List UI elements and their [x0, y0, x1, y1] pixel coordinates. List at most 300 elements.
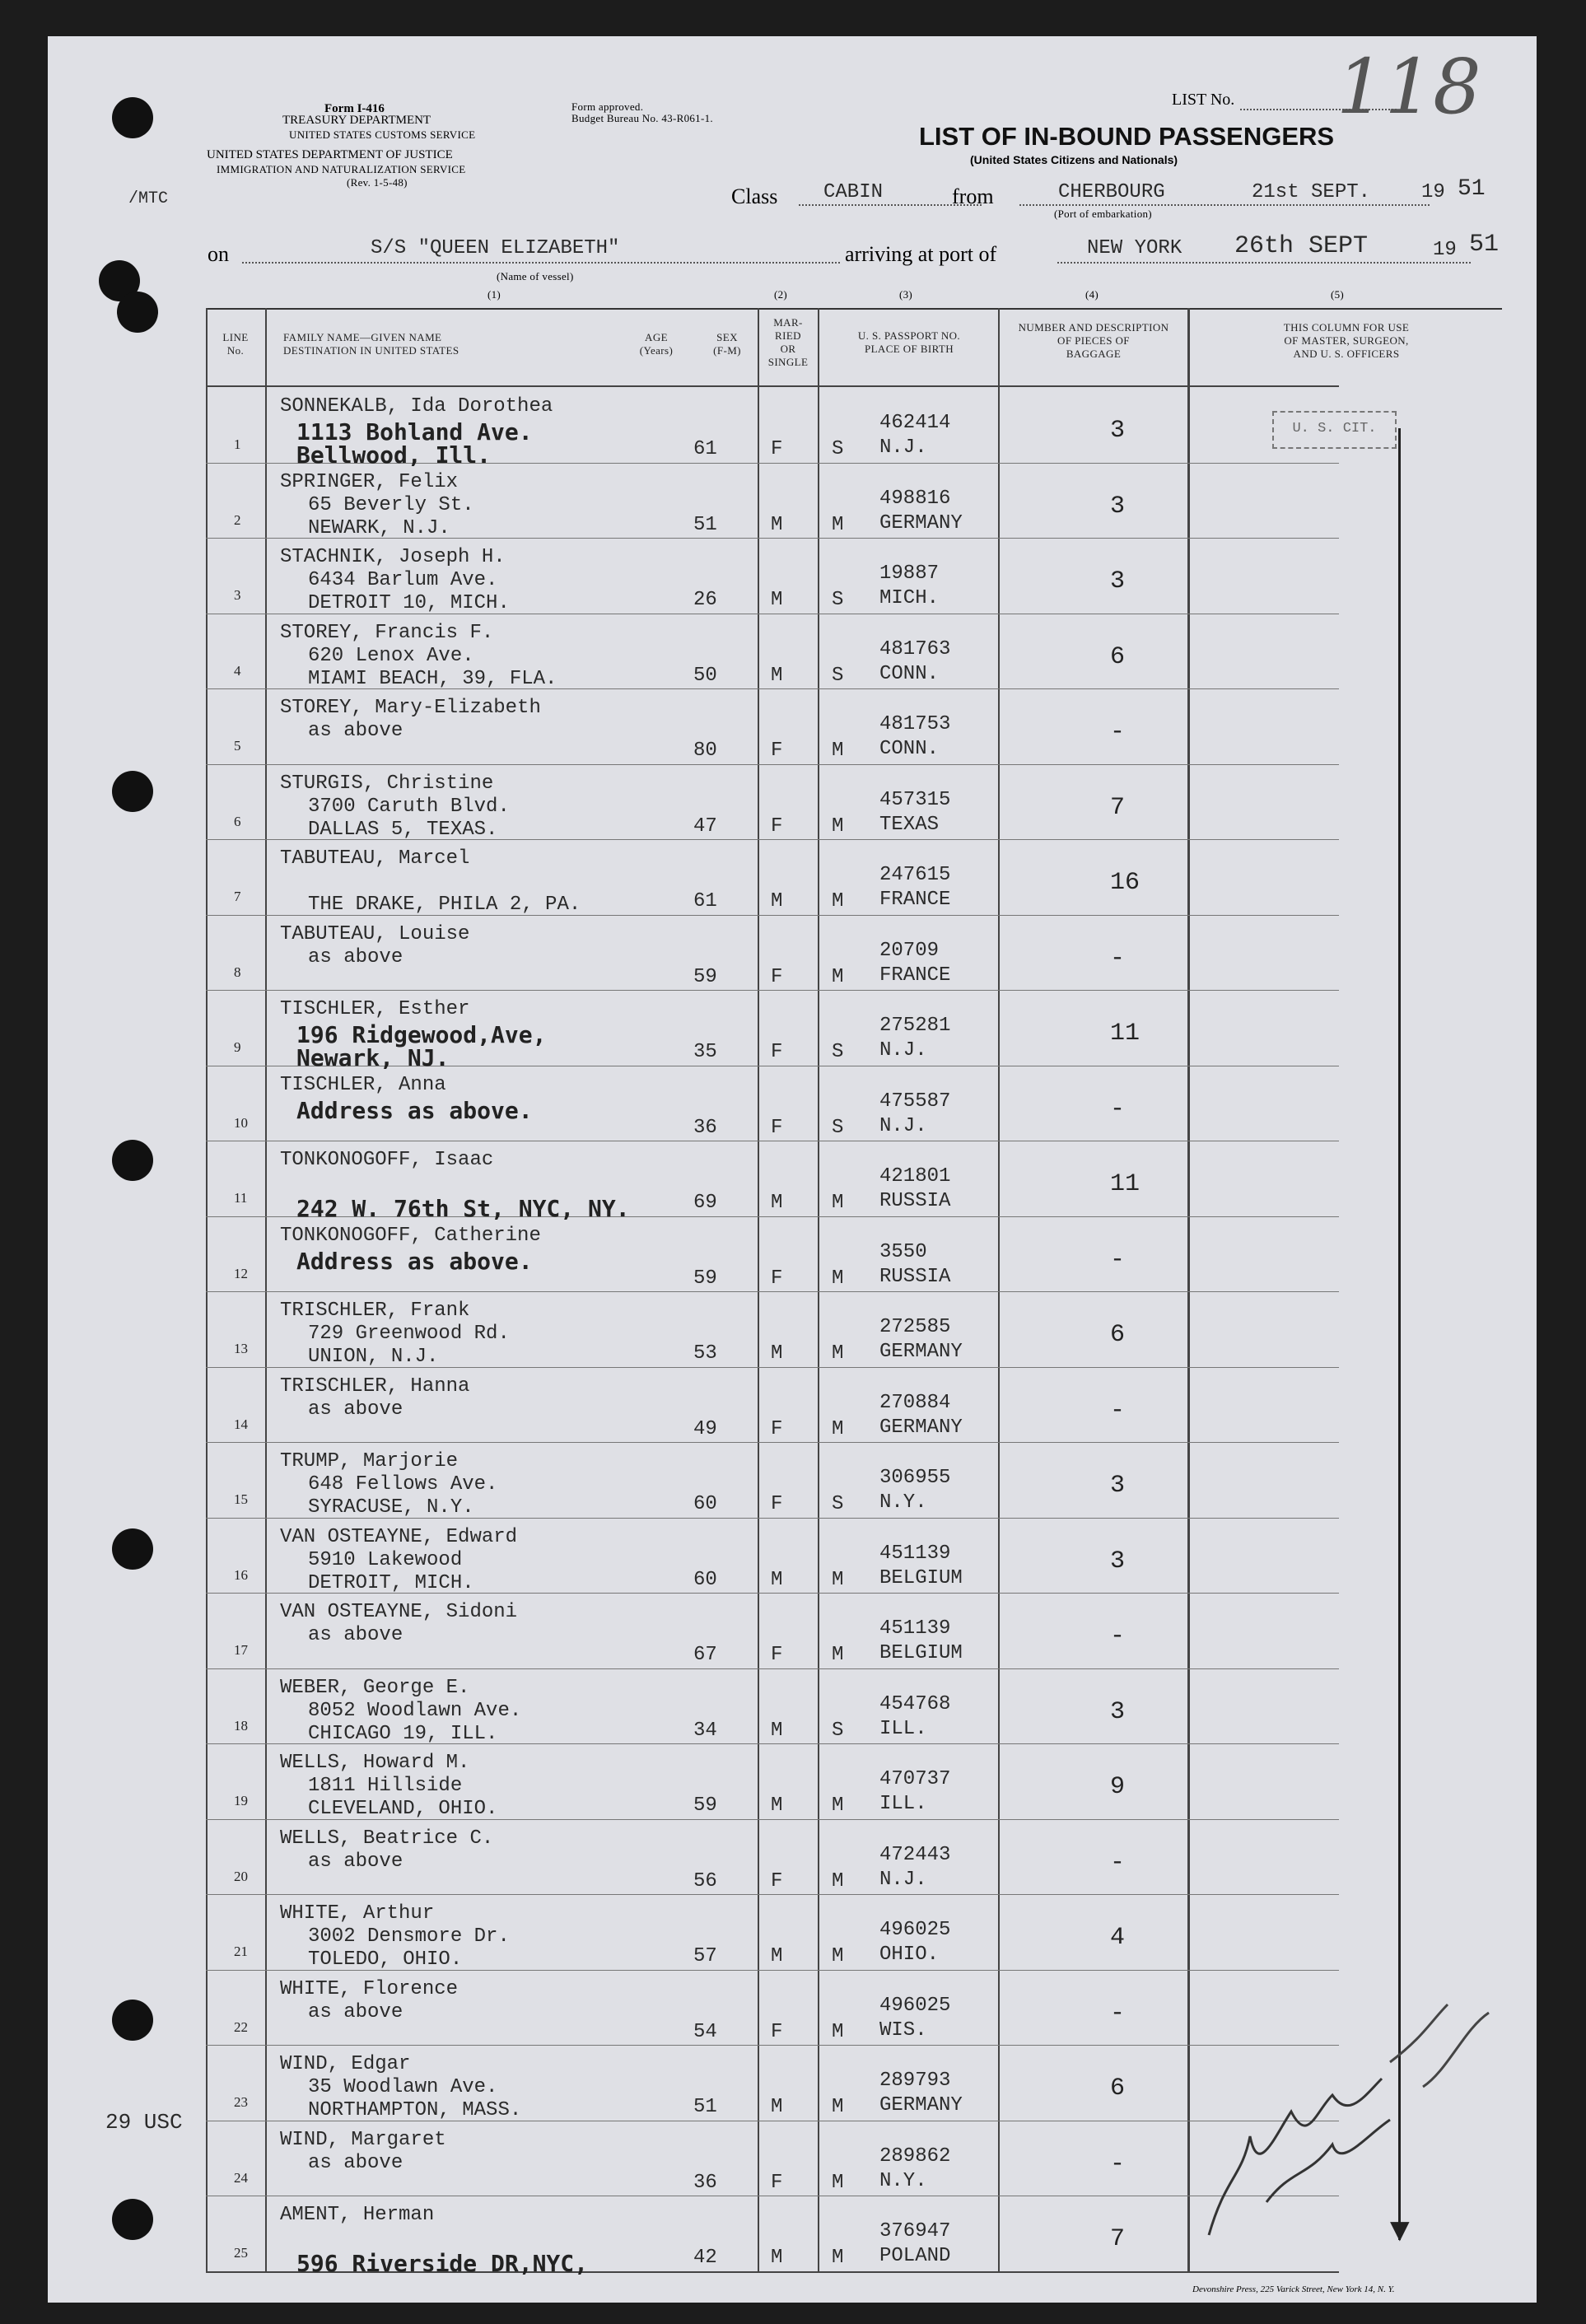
passenger-name: WIND, Margaret: [280, 2128, 446, 2151]
place-of-birth: CONN.: [879, 662, 940, 685]
line-number: 1: [234, 436, 241, 452]
passport-number: 3550: [879, 1240, 927, 1263]
table-row: [206, 1442, 1339, 1443]
line-number: 9: [234, 1039, 241, 1055]
col-rule: [206, 308, 208, 2271]
sex: F: [771, 1869, 783, 1892]
baggage-count: 6: [1110, 1321, 1126, 1349]
marital-status: M: [832, 1417, 844, 1440]
age: 53: [693, 1342, 717, 1365]
age: 61: [693, 890, 717, 912]
arrow-tip: ▼: [1383, 2211, 1416, 2248]
form-approved: Form approved.: [571, 100, 644, 113]
age: 80: [693, 740, 717, 762]
passport-number: 451139: [879, 1617, 951, 1640]
destination-address: CLEVELAND, OHIO.: [308, 1798, 498, 1820]
passenger-name: SONNEKALB, Ida Dorothea: [280, 395, 553, 418]
destination-address: 35 Woodlawn Ave.: [308, 2076, 498, 2098]
line-number: 24: [234, 2169, 248, 2186]
hdr-line-no: LINE No.: [222, 331, 249, 357]
destination-address: 196 Ridgewood,Ave,: [296, 1021, 547, 1048]
passenger-name: STOREY, Francis F.: [280, 621, 494, 644]
margin-code: 29 USC: [105, 2110, 183, 2135]
place-of-birth: ILL.: [879, 1793, 927, 1815]
marital-status: M: [832, 2247, 844, 2269]
baggage-count: 3: [1110, 492, 1126, 520]
age: 47: [693, 814, 717, 838]
sex: M: [771, 2247, 783, 2269]
col-num-5: (5): [1331, 288, 1345, 301]
destination-address: 5910 Lakewood: [308, 1548, 463, 1571]
marital-status: M: [832, 513, 844, 536]
baggage-count: 3: [1110, 1472, 1126, 1500]
passport-number: 247615: [879, 864, 951, 886]
destination-address: as above: [308, 2000, 403, 2023]
line-number: 10: [234, 1114, 248, 1131]
destination-address: as above: [308, 720, 403, 742]
marital-status: S: [832, 1719, 844, 1742]
destination-address: THE DRAKE, PHILA 2, PA.: [308, 894, 581, 916]
marital-status: S: [832, 438, 844, 460]
age: 51: [693, 513, 717, 536]
passenger-name: WELLS, Beatrice C.: [280, 1827, 494, 1850]
line-number: 11: [234, 1190, 248, 1206]
line-number: 21: [234, 1944, 248, 1959]
sex: M: [771, 589, 783, 611]
passport-number: 306955: [879, 1467, 951, 1489]
passport-number: 270884: [879, 1391, 951, 1414]
manifest-page: [48, 36, 1537, 2303]
place-of-birth: RUSSIA: [879, 1265, 951, 1288]
passport-number: 454768: [879, 1692, 951, 1715]
passport-number: 20709: [879, 939, 940, 962]
passport-number: 376947: [879, 2220, 951, 2242]
age: 60: [693, 1568, 717, 1591]
passenger-name: STOREY, Mary-Elizabeth: [280, 697, 541, 719]
marital-status: M: [832, 890, 844, 912]
sex: M: [771, 2096, 783, 2118]
place-of-birth: OHIO.: [879, 1944, 940, 1966]
from-line: [1019, 204, 1430, 206]
passport-number: 289793: [879, 2070, 951, 2092]
marital-status: S: [832, 1493, 844, 1515]
col-num-1: (1): [487, 288, 501, 301]
sex: F: [771, 814, 783, 838]
baggage-count: 16: [1110, 869, 1141, 897]
age: 50: [693, 664, 717, 687]
place-of-birth: CONN.: [879, 738, 940, 760]
age: 61: [693, 438, 717, 460]
line-number: 6: [234, 813, 241, 829]
age: 26: [693, 589, 717, 611]
destination-address: 8052 Woodlawn Ave.: [308, 1699, 522, 1722]
sex: F: [771, 1644, 783, 1666]
destination-address: Address as above.: [296, 1096, 533, 1124]
destination-address: NORTHAMPTON, MASS.: [308, 2099, 522, 2121]
officer-signature: [1176, 1930, 1537, 2252]
age: 49: [693, 1417, 717, 1440]
destination-address: DALLAS 5, TEXAS.: [308, 818, 498, 841]
place-of-birth: GERMANY: [879, 511, 963, 534]
baggage-count: 3: [1110, 1547, 1126, 1575]
line-number: 8: [234, 964, 241, 980]
passenger-name: STACHNIK, Joseph H.: [280, 546, 506, 568]
marital-status: M: [832, 1267, 844, 1290]
list-no-label: LIST No.: [1172, 91, 1235, 109]
destination-address: 65 Beverly St.: [308, 493, 474, 516]
destination-address: Newark, NJ.: [296, 1044, 450, 1071]
destination-address: as above: [308, 2151, 403, 2174]
punch-hole: [112, 2199, 153, 2240]
sex: M: [771, 513, 783, 536]
sex: M: [771, 1945, 783, 1967]
baggage-count: 7: [1110, 793, 1126, 822]
arriving-label: arriving at port of: [845, 242, 997, 266]
departure-year-suffix: 51: [1458, 176, 1486, 202]
arrival-line: [1057, 262, 1471, 264]
place-of-birth: N.J.: [879, 1039, 927, 1062]
passenger-name: TISCHLER, Esther: [280, 998, 470, 1020]
place-of-birth: N.Y.: [879, 1491, 927, 1514]
place-of-birth: FRANCE: [879, 889, 951, 911]
passport-number: 457315: [879, 788, 951, 811]
passport-number: 498816: [879, 487, 951, 510]
age: 34: [693, 1719, 717, 1742]
col-rule: [758, 308, 759, 2271]
marital-status: M: [832, 1945, 844, 1967]
table-top-rule: [206, 308, 1502, 310]
place-of-birth: ILL.: [879, 1717, 927, 1740]
arrival-port: NEW YORK: [1087, 237, 1183, 259]
class-value: CABIN: [823, 181, 884, 203]
destination-address: as above: [308, 1624, 403, 1646]
punch-hole: [112, 1528, 153, 1570]
on-label: on: [208, 242, 229, 266]
baggage-count: 11: [1110, 1170, 1141, 1198]
departure-date: 21st SEPT.: [1252, 181, 1371, 203]
marital-status: S: [832, 1041, 844, 1063]
passenger-name: WHITE, Florence: [280, 1977, 459, 2000]
baggage-count: -: [1110, 944, 1126, 973]
sex: M: [771, 1342, 783, 1365]
place-of-birth: N.J.: [879, 1868, 927, 1891]
place-of-birth: FRANCE: [879, 964, 951, 987]
marital-status: M: [832, 2171, 844, 2194]
age: 51: [693, 2096, 717, 2118]
line-number: 5: [234, 738, 241, 754]
document-subtitle: (United States Citizens and Nationals): [970, 153, 1178, 166]
age: 59: [693, 1794, 717, 1817]
table-row: [206, 1668, 1339, 1669]
destination-address: 3700 Caruth Blvd.: [308, 795, 510, 818]
vessel-line: [242, 262, 840, 264]
passenger-name: WIND, Edgar: [280, 2053, 411, 2075]
passenger-name: AMENT, Herman: [280, 2204, 435, 2226]
departure-year-prefix: 19: [1421, 181, 1445, 203]
destination-address: NEWARK, N.J.: [308, 516, 450, 539]
passport-number: 289862: [879, 2144, 951, 2168]
baggage-count: -: [1110, 1848, 1126, 1877]
sex: F: [771, 1493, 783, 1515]
marital-status: M: [832, 1192, 844, 1214]
col-num-3: (3): [899, 288, 913, 301]
sex: F: [771, 740, 783, 762]
sex: F: [771, 2020, 783, 2043]
sex: M: [771, 1192, 783, 1214]
destination-address: DETROIT 10, MICH.: [308, 592, 510, 614]
col-num-2: (2): [774, 288, 788, 301]
marital-status: M: [832, 965, 844, 988]
baggage-count: 4: [1110, 1924, 1126, 1952]
line-number: 22: [234, 2018, 248, 2035]
destination-address: 620 Lenox Ave.: [308, 644, 474, 667]
place-of-birth: N.J.: [879, 1114, 927, 1137]
hdr-officers: THIS COLUMN FOR USE OF MASTER, SURGEON, AND U. S. OFFICERS: [1283, 321, 1410, 360]
place-of-birth: MICH.: [879, 587, 940, 609]
marital-status: M: [832, 1342, 844, 1365]
hdr-age: AGE (Years): [639, 331, 674, 357]
printer-credit: Devonshire Press, 225 Varick Street, New York 14, N. Y.: [1192, 2284, 1395, 2294]
sex: F: [771, 965, 783, 988]
passenger-name: TRUMP, Marjorie: [280, 1450, 459, 1472]
punch-hole: [112, 2000, 153, 2041]
hdr-passport: U. S. PASSPORT NO. PLACE OF BIRTH: [857, 329, 961, 355]
destination-address: UNION, N.J.: [308, 1346, 439, 1368]
passenger-name: TONKONOGOFF, Catherine: [280, 1224, 541, 1247]
place-of-birth: TEXAS: [879, 813, 940, 836]
baggage-count: -: [1110, 718, 1126, 746]
immigration-service: IMMIGRATION AND NATURALIZATION SERVICE: [217, 163, 466, 175]
col-rule: [998, 308, 1000, 2271]
passenger-name: STURGIS, Christine: [280, 772, 494, 795]
sex: M: [771, 1794, 783, 1817]
hdr-name: FAMILY NAME—GIVEN NAME: [283, 331, 442, 343]
line-number: 7: [234, 889, 241, 904]
line-number: 17: [234, 1642, 248, 1658]
line-number: 20: [234, 1868, 248, 1884]
justice-department: UNITED STATES DEPARTMENT OF JUSTICE: [207, 148, 453, 161]
age: 59: [693, 1267, 717, 1290]
passport-number: 481763: [879, 637, 951, 660]
sex: F: [771, 2171, 783, 2194]
baggage-count: 6: [1110, 642, 1126, 671]
age: 60: [693, 1493, 717, 1515]
marital-status: S: [832, 589, 844, 611]
place-of-birth: GERMANY: [879, 2094, 963, 2116]
marital-status: M: [832, 1869, 844, 1892]
destination-address: SYRACUSE, N.Y.: [308, 1496, 474, 1519]
class-label: Class: [731, 184, 778, 208]
vessel-name: S/S "QUEEN ELIZABETH": [371, 237, 620, 259]
age: 59: [693, 965, 717, 988]
line-number: 14: [234, 1416, 248, 1432]
list-number: 118: [1336, 43, 1481, 131]
destination-address: TOLEDO, OHIO.: [308, 1948, 463, 1971]
col-rule: [265, 308, 267, 2271]
punch-hole: [112, 771, 153, 812]
destination-address: 1811 Hillside: [308, 1775, 463, 1797]
age: 56: [693, 1869, 717, 1892]
passenger-name: VAN OSTEAYNE, Edward: [280, 1525, 518, 1548]
age: 69: [693, 1192, 717, 1214]
age: 42: [693, 2247, 717, 2269]
passport-number: 272585: [879, 1316, 951, 1338]
line-number: 12: [234, 1265, 248, 1281]
punch-hole: [112, 1140, 153, 1181]
passport-number: 462414: [879, 412, 951, 434]
passenger-name: WELLS, Howard M.: [280, 1752, 470, 1774]
line-number: 4: [234, 662, 241, 679]
baggage-count: -: [1110, 2149, 1126, 2178]
from-label: from: [952, 184, 994, 208]
baggage-count: 6: [1110, 2074, 1126, 2102]
marital-status: M: [832, 2020, 844, 2043]
punch-hole: [117, 292, 158, 333]
passenger-name: TISCHLER, Anna: [280, 1073, 446, 1096]
marital-status: M: [832, 2096, 844, 2118]
passport-number: 19887: [879, 562, 940, 585]
place-of-birth: BELGIUM: [879, 1566, 963, 1589]
line-number: 13: [234, 1341, 248, 1356]
margin-note: /MTC: [128, 189, 169, 208]
age: 67: [693, 1644, 717, 1666]
destination-address: as above: [308, 945, 403, 968]
line-number: 15: [234, 1491, 248, 1507]
destination-address: 1113 Bohland Ave.: [296, 418, 533, 446]
sex: F: [771, 1267, 783, 1290]
sex: F: [771, 1417, 783, 1440]
sex: M: [771, 1568, 783, 1591]
passport-number: 451139: [879, 1542, 951, 1565]
passport-number: 470737: [879, 1768, 951, 1790]
destination-address: 729 Greenwood Rd.: [308, 1323, 510, 1345]
marital-status: M: [832, 814, 844, 838]
table-row: [206, 990, 1339, 991]
line-number: 18: [234, 1717, 248, 1734]
place-of-birth: POLAND: [879, 2245, 951, 2267]
place-of-birth: N.J.: [879, 436, 927, 459]
sex: M: [771, 664, 783, 687]
marital-status: S: [832, 1116, 844, 1139]
col-rule: [818, 308, 819, 2271]
destination-address: DETROIT, MICH.: [308, 1571, 474, 1594]
baggage-count: -: [1110, 1094, 1126, 1123]
service: UNITED STATES CUSTOMS SERVICE: [289, 128, 476, 141]
punch-hole: [112, 97, 153, 138]
port-of-embarkation: CHERBOURG: [1058, 181, 1165, 203]
destination-address: as above: [308, 1398, 403, 1421]
place-of-birth: N.Y.: [879, 2169, 927, 2192]
destination-address: as above: [308, 1850, 403, 1873]
hdr-destination: DESTINATION IN UNITED STATES: [283, 344, 459, 357]
vessel-caption: (Name of vessel): [497, 270, 574, 282]
passport-number: 496025: [879, 1994, 951, 2017]
passenger-name: SPRINGER, Felix: [280, 470, 459, 493]
destination-address: MIAMI BEACH, 39, FLA.: [308, 667, 557, 690]
arrival-year-prefix: 19: [1433, 239, 1457, 261]
baggage-count: 3: [1110, 417, 1126, 445]
place-of-birth: WIS.: [879, 2018, 927, 2042]
baggage-count: -: [1110, 1999, 1126, 2028]
destination-address: Address as above.: [296, 1247, 533, 1275]
line-number: 2: [234, 511, 241, 528]
place-of-birth: BELGIUM: [879, 1642, 963, 1664]
place-of-birth: GERMANY: [879, 1341, 963, 1363]
baggage-count: 11: [1110, 1020, 1141, 1048]
passenger-name: WHITE, Arthur: [280, 1902, 435, 1925]
baggage-count: 3: [1110, 567, 1126, 595]
line-number: 16: [234, 1566, 248, 1583]
passenger-name: TRISCHLER, Frank: [280, 1300, 470, 1322]
sex: F: [771, 1116, 783, 1139]
line-number: 25: [234, 2245, 248, 2261]
table-header-rule: [206, 385, 1339, 387]
age: 54: [693, 2020, 717, 2043]
passport-number: 421801: [879, 1165, 951, 1188]
arrival-year-suffix: 51: [1469, 231, 1500, 259]
marital-status: S: [832, 664, 844, 687]
hdr-married: MAR- RIED OR SINGLE: [767, 316, 809, 368]
passenger-name: VAN OSTEAYNE, Sidoni: [280, 1601, 518, 1623]
passenger-name: TABUTEAU, Marcel: [280, 847, 470, 870]
us-citizen-stamp: U. S. CIT.: [1272, 411, 1397, 449]
passport-number: 275281: [879, 1015, 951, 1037]
destination-address: CHICAGO 19, ILL.: [308, 1722, 498, 1745]
age: 36: [693, 2171, 717, 2194]
passport-number: 475587: [879, 1090, 951, 1113]
passenger-name: TRISCHLER, Hanna: [280, 1374, 470, 1398]
marital-status: M: [832, 1644, 844, 1666]
passenger-name: TABUTEAU, Louise: [280, 922, 470, 945]
revision-date: (Rev. 1-5-48): [347, 176, 408, 189]
age: 35: [693, 1041, 717, 1063]
col-num-4: (4): [1085, 288, 1099, 301]
passenger-name: TONKONOGOFF, Isaac: [280, 1149, 494, 1171]
destination-address: 6434 Barlum Ave.: [308, 569, 498, 591]
destination-address: 648 Fellows Ave.: [308, 1473, 498, 1496]
embarkation-caption: (Port of embarkation): [1054, 208, 1152, 220]
destination-address: Bellwood, Ill.: [296, 441, 492, 469]
age: 57: [693, 1945, 717, 1967]
baggage-count: -: [1110, 1396, 1126, 1425]
baggage-count: 9: [1110, 1773, 1126, 1801]
age: 36: [693, 1116, 717, 1139]
passenger-name: WEBER, George E.: [280, 1676, 470, 1699]
table-row: [206, 2045, 1339, 2046]
table-row: [206, 764, 1339, 765]
baggage-count: -: [1110, 1245, 1126, 1274]
table-row: [206, 1291, 1339, 1292]
arrival-date: 26th SEPT: [1234, 232, 1369, 260]
line-number: 19: [234, 1793, 248, 1808]
department: TREASURY DEPARTMENT: [282, 114, 431, 127]
passport-number: 481753: [879, 713, 951, 735]
baggage-count: 7: [1110, 2225, 1126, 2253]
destination-address: 242 W. 76th St, NYC, NY.: [296, 1195, 630, 1222]
marital-status: M: [832, 1794, 844, 1817]
destination-address: 596 Riverside DR,NYC,: [296, 2250, 589, 2277]
marital-status: M: [832, 740, 844, 762]
place-of-birth: GERMANY: [879, 1416, 963, 1439]
hdr-sex: SEX (F-M): [713, 331, 741, 357]
sex: M: [771, 1719, 783, 1742]
hdr-baggage: NUMBER AND DESCRIPTION OF PIECES OF BAGGAGE: [1018, 321, 1169, 360]
passport-number: 472443: [879, 1843, 951, 1866]
table-row: [206, 1894, 1339, 1895]
budget-bureau: Budget Bureau No. 43-R061-1.: [571, 112, 713, 124]
sex: M: [771, 890, 783, 912]
destination-address: 3002 Densmore Dr.: [308, 1925, 510, 1948]
